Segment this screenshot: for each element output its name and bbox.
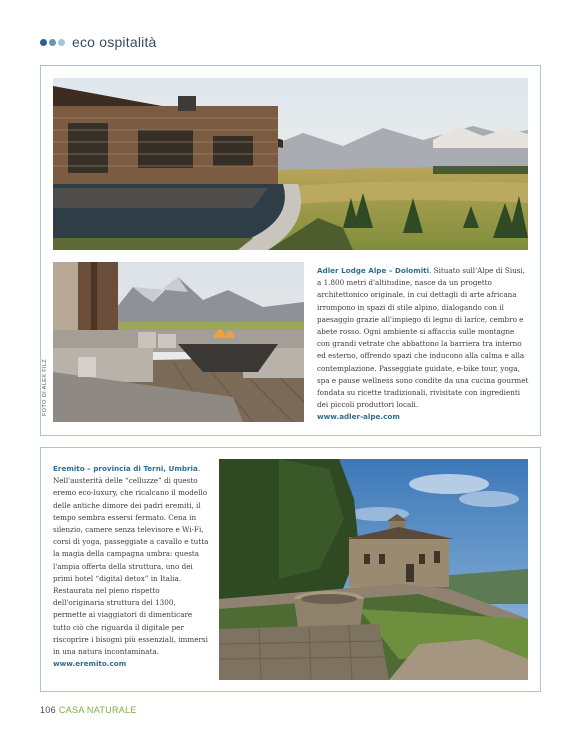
header-dot-3 [58, 39, 65, 46]
eremito-url-link[interactable]: www.eremito.com [53, 659, 127, 669]
photo-credit: FOTO DI ALEX FILZ [42, 358, 48, 416]
header-dot-2 [49, 39, 56, 46]
page-footer [40, 705, 137, 715]
section-header [40, 33, 157, 51]
magazine-name: CASA NATURALE [58, 705, 137, 715]
adler-exterior-photo [53, 78, 528, 250]
eremito-text: . Nell'austerità delle “celluzze” di questo eremo eco-luxury, che ricalcano il modello delle antiche dimore dei padri eremiti, il tempo sembra essersi fermato. Cena in silenzio, camere senza televisore e Wi-Fi, corsi di yoga, passeggiate a cavallo e tutta la magia della campagna umbra: questa l'ampia offerta della struttura, uno dei primi hotel “digital detox” in Italia. Restaurata nel pieno rispetto dell'originaria struttura del 1300, permette ai viaggiatori di dimenticare tutto ciò che riguarda il digitale per riscoprire i bisogni più essenziali, immersi in una natura incontaminata. [53, 464, 209, 657]
eremito-photo [219, 459, 528, 680]
page-number: 106 [40, 705, 56, 715]
section-title: eco ospitalità [72, 34, 157, 50]
adler-description [317, 265, 529, 424]
adler-name: Adler Lodge Alpe – Dolomiti [317, 266, 430, 275]
adler-url-link[interactable]: www.adler-alpe.com [317, 412, 400, 422]
eremito-name: Eremito – provincia di Terni, Umbria [53, 464, 198, 473]
adler-text: . Situato sull'Alpe di Siusi, a 1.800 metri d'altitudine, nasce da un progetto architettonico originale, in cui dettagli di arte africana irrompono in spazi di stile alpino, dialogando con il paesaggio grazie all'impiego di legno di larice, cembro e abete rosso. Ogni ambiente si affaccia sulle montagne con grandi vetrate che abbattono la barriera tra interno ed esterno, offrendo spazi che inducono alla calma e alla contemplazione. Passeggiate guidate, e-bike tour, yoga, spa e pause wellness sono condite da una cucina gourmet fondata su ricette tradizionali, rivisitate con ingredienti dei piccoli produttori locali. [317, 266, 529, 410]
adler-interior-photo [53, 262, 304, 422]
eremito-description [53, 463, 211, 670]
header-dot-1 [40, 39, 47, 46]
